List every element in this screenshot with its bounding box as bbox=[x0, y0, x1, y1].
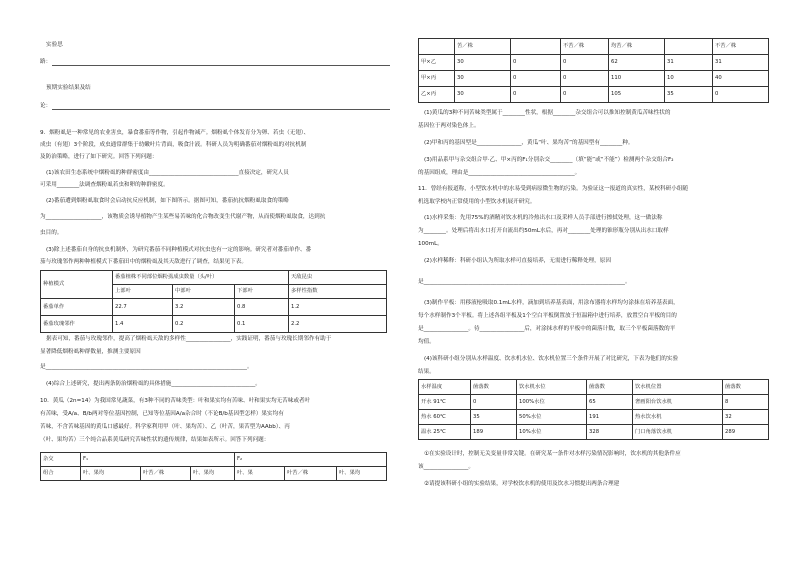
table-cell: 22.7 bbox=[113, 299, 173, 316]
text-line: (3)用品系甲与杂交组合甲·乙、甲×丙的F₁分别杂交________（填“能”或“不能”）检测两个杂交组合F₂ bbox=[424, 157, 674, 163]
text-line: 茄与玫瑰邻作两种种植模式下番茄田中的烟粉虱及其天敌进行了调查，结果见下表。 bbox=[40, 259, 247, 265]
table-cell: 番茄单作 bbox=[41, 299, 113, 316]
table-header bbox=[511, 39, 561, 55]
table-header: 菌落数 bbox=[587, 380, 633, 395]
text-line: (3)除上述番茄自身的抗虫机制外，为研究番茄不同种植模式对抗虫也有一定的影响。研究者对番茄单作、番 bbox=[46, 247, 312, 253]
table-header: 叶苦／株 bbox=[141, 467, 191, 481]
text-line: 实验思 bbox=[46, 42, 63, 48]
table-cell: 30 bbox=[455, 71, 511, 87]
table-cell: 10 bbox=[665, 71, 713, 87]
table-cell: 开水 91℃ bbox=[419, 395, 471, 410]
table-header: 苦／株 bbox=[455, 39, 511, 55]
text-line: 9．烟粉虱是一种常见的农业害虫，暴食番茄等作物，引起作物减产。烟粉虱个体发育分为卵、若虫（无翅）、 bbox=[40, 130, 310, 136]
text-line: (2)甲和丙的基因型是________________，黄瓜“叶、果均苦”的基因型有________种。 bbox=[424, 140, 634, 146]
table-row bbox=[419, 55, 769, 71]
table-header: 天敌昆虫 bbox=[289, 271, 387, 285]
table-header: 叶苦／株 bbox=[285, 467, 337, 481]
text-line: 是________________________________________________________________________。 bbox=[418, 279, 631, 285]
text-line: 机选取学校内正常使用的小型饮水机展开研究。 bbox=[418, 199, 536, 205]
table-cell: 热水饮水机 bbox=[633, 410, 723, 425]
text-line: 及防治策略，进行了如下研究。回答下列问题： bbox=[40, 154, 158, 160]
table-water-sample bbox=[418, 379, 769, 440]
text-line: (4)综合上述研究，提出两条防治烟粉虱的具体措施______________________________。 bbox=[46, 381, 261, 387]
text-line: 基因位于两对染色体上。 bbox=[418, 123, 480, 129]
table-row bbox=[41, 316, 387, 333]
text-line: 据表可知，番茄与玫瑰邻作，提高了烟粉虱天敌的多样性________________，实践证明，番茄与玫瑰长期邻作有助于 bbox=[46, 336, 332, 342]
table-cell: 189 bbox=[471, 425, 517, 440]
table-cell: 0.8 bbox=[235, 299, 289, 316]
table-header-row bbox=[419, 39, 769, 55]
table-header: 叶、果均 bbox=[191, 467, 235, 481]
table-header bbox=[419, 39, 455, 55]
table-row bbox=[419, 87, 769, 103]
text-line: 为________。处理后将出水口打开自流出约50mL水后，再对________处理的锥形瓶分别从出水口取样 bbox=[418, 228, 669, 234]
table-header: 杂交 bbox=[41, 453, 81, 467]
table-cell: 1.4 bbox=[113, 316, 173, 333]
text-line: 预期实验结果及结 bbox=[46, 85, 91, 91]
table-cell: 门口角落饮水机 bbox=[633, 425, 723, 440]
table-cell: 62 bbox=[609, 55, 665, 71]
table-header: 下部叶 bbox=[235, 285, 289, 299]
table-cell: 40 bbox=[713, 71, 769, 87]
text-line: 显著降低烟粉虱种群数量，推测主要原因 bbox=[40, 349, 141, 355]
table-cell: 0 bbox=[561, 87, 609, 103]
table-cell: 奢画阳台饮水机 bbox=[633, 395, 723, 410]
table-header: 菌落数 bbox=[723, 380, 769, 395]
table-cell: 0 bbox=[561, 71, 609, 87]
table-cell: 50%水位 bbox=[517, 410, 587, 425]
text-line: 苦味，不含苦味基因的黄瓜口感最好。科学家利用甲（叶、果均苦）、乙（叶苦，果苦型为AAbb）、丙 bbox=[40, 424, 290, 430]
table-header: F₁ bbox=[81, 453, 235, 467]
text-line: 结果。 bbox=[418, 369, 435, 375]
table-header: 种植模式 bbox=[41, 271, 113, 299]
text-line: 100mL。 bbox=[418, 241, 443, 247]
table-cell: 0 bbox=[561, 55, 609, 71]
text-line: (1)该农田生态系统中烟粉虱的种群密度由________________________________直接决定，研究人员 bbox=[46, 170, 289, 176]
table-header-row bbox=[419, 380, 769, 395]
table-cell: 8 bbox=[723, 395, 769, 410]
answer-rule bbox=[52, 65, 390, 66]
table-cell: 328 bbox=[587, 425, 633, 440]
table-cell: 热水 60℃ bbox=[419, 410, 471, 425]
text-line: ①在实验设计时，控制无关变量非常关键。在研究某一条件对水样污染情况影响时，饮水机的其他条件应 bbox=[424, 451, 681, 457]
table-cell: 30 bbox=[455, 55, 511, 71]
text-line: 成虫（有翅）3个阶段，成虫通常群集于幼嫩叶片背面，吸食汁液。科研人员为明确番茄对烟粉虱的对抗机制 bbox=[40, 142, 307, 148]
table-planting-mode bbox=[40, 270, 387, 333]
table-row bbox=[419, 71, 769, 87]
text-line: 论： bbox=[40, 103, 52, 109]
table-cell: 65 bbox=[587, 395, 633, 410]
table-header: 中部叶 bbox=[173, 285, 235, 299]
text-line: 10．黄瓜（2n=14）为我国常见蔬菜，有3种不同的苦味类型：叶和果实均有苦味、叶和果实均无苦味或者叶 bbox=[40, 398, 311, 404]
table-cell: 289 bbox=[723, 425, 769, 440]
table-cell: 32 bbox=[723, 410, 769, 425]
text-line: (4)该科研小组分别从水样温度、饮水机水位、饮水机位置三个条件开展了对比研究，下表为他们的实验 bbox=[424, 356, 679, 362]
table-header: 上部叶 bbox=[113, 285, 173, 299]
text-line: (2)番茄遭到烟粉虱取食时会启动抗反应机制，如下图所示。据图可知，番茄抗抗烟粉虱取食的策略 bbox=[46, 198, 289, 204]
table-cell: 0 bbox=[713, 87, 769, 103]
table-cell: 1.2 bbox=[289, 299, 387, 316]
table-cross-f1-f2 bbox=[40, 452, 387, 481]
text-line: 该________________。 bbox=[418, 464, 474, 470]
table-cell: 30 bbox=[455, 87, 511, 103]
table-cell: 甲×乙 bbox=[419, 55, 455, 71]
table-cell: 乙×丙 bbox=[419, 87, 455, 103]
text-line: 每个水样制作3个平板。将上述各组平板及1个空白平板倒置放于恒温箱中进行培养，放置空白平板的目的 bbox=[418, 313, 677, 319]
table-cell: 0 bbox=[511, 55, 561, 71]
table-header: 不苦／株 bbox=[713, 39, 769, 55]
table-row bbox=[41, 299, 387, 316]
table-header: 叶、果均 bbox=[81, 467, 141, 481]
text-line: 是________________________________________________________________________。 bbox=[40, 364, 253, 370]
text-line: (1)水样采集：先用75%的酒精对饮水机的冷热出水口及采样人员手部进行擦拭处理，这一做法称 bbox=[424, 215, 663, 221]
table-cell: 0 bbox=[511, 87, 561, 103]
text-line: (3)制作平板：用移液枪吸取0.1mL水样，滴加到培养基表面，用涂布器将水样均匀涂抹在培养基表面， bbox=[424, 300, 679, 306]
text-line: 均值。 bbox=[418, 339, 435, 345]
table-cell: 0 bbox=[511, 71, 561, 87]
right-column bbox=[397, 0, 794, 562]
table-cell: 35 bbox=[665, 87, 713, 103]
table-header: 叶、果均 bbox=[337, 467, 387, 481]
table-cell: 2.2 bbox=[289, 316, 387, 333]
table-cross-results bbox=[418, 38, 769, 103]
table-cell: 31 bbox=[713, 55, 769, 71]
table-header: F₂ bbox=[235, 453, 387, 467]
text-line: （叶、果均苦）三个纯合品系黄瓜研究苦味性状的遗传规律，结果如表所示。回答下列问题： bbox=[40, 437, 270, 443]
text-line: 有苦味，受A/a、B/b两对等位基因控制，已知等位基因A/a杂合时（不论B/b基因型怎样）果实均有 bbox=[40, 411, 284, 417]
table-cell: 100%水位 bbox=[517, 395, 587, 410]
table-header bbox=[665, 39, 713, 55]
table-header: 不苦／株 bbox=[561, 39, 609, 55]
table-cell: 温水 25℃ bbox=[419, 425, 471, 440]
table-row bbox=[419, 425, 769, 440]
table-header: 多样性指数 bbox=[289, 285, 387, 299]
table-header: 饮水机位置 bbox=[633, 380, 723, 395]
table-header: 饮水机水位 bbox=[517, 380, 587, 395]
table-cell: 0 bbox=[471, 395, 517, 410]
text-line: 虫目的。 bbox=[40, 230, 63, 236]
table-row bbox=[419, 410, 769, 425]
table-header: 组合 bbox=[41, 467, 81, 481]
table-cell: 0.1 bbox=[235, 316, 289, 333]
text-line: 路： bbox=[40, 59, 52, 65]
table-header: 均苦／株 bbox=[609, 39, 665, 55]
table-row bbox=[419, 395, 769, 410]
table-cell: 番茄玫瑰邻作 bbox=[41, 316, 113, 333]
table-cell: 10%水位 bbox=[517, 425, 587, 440]
text-line: ②请提该科研小组的实验结果，对学校饮水机的使用及饮水习惯提出两条合理建 bbox=[424, 481, 620, 487]
table-cell: 35 bbox=[471, 410, 517, 425]
table-cell: 110 bbox=[609, 71, 665, 87]
text-line: (2)水样稀释：科研小组认为所取水样可直接培养，无需进行稀释处理，原因 bbox=[424, 258, 611, 264]
table-header: 菌落数 bbox=[471, 380, 517, 395]
table-cell: 甲×丙 bbox=[419, 71, 455, 87]
table-cell: 105 bbox=[609, 87, 665, 103]
table-cell: 0.2 bbox=[173, 316, 235, 333]
table-header: 叶、果 bbox=[235, 467, 285, 481]
text-line: 是________________。待________________后，对涂抹水样的平板中的菌落计数，取三个平板菌落数的平 bbox=[418, 326, 676, 332]
table-cell: 3.2 bbox=[173, 299, 235, 316]
table-cell: 31 bbox=[665, 55, 713, 71]
text-line: 11．曾经有报道称，小型饮水机中的水易受到病原微生物的污染。为验证这一报道的真实性，某校科研小组随 bbox=[418, 186, 689, 192]
text-line: 的基因组成，理由是______________________________________。 bbox=[418, 170, 581, 176]
table-cell: 191 bbox=[587, 410, 633, 425]
answer-rule bbox=[52, 109, 390, 110]
text-line: 可采用________法调查烟粉虱若虫和卵的种群密度。 bbox=[40, 182, 169, 188]
text-line: (1)黄瓜的3种不同苦味类型属于________性状，根据________杂交组合可以推知控制黄瓜苦味性状的 bbox=[424, 110, 671, 116]
table-header: 水样温度 bbox=[419, 380, 471, 395]
table-header: 番茄植株不同部位烟粉虱成虫数量（头/叶） bbox=[113, 271, 289, 285]
text-line: 为____________________，该物质会诱导植物产生某些易苦味的化合物改变生代谢产物，从而使烟粉虱取食，达到抗 bbox=[40, 214, 326, 220]
